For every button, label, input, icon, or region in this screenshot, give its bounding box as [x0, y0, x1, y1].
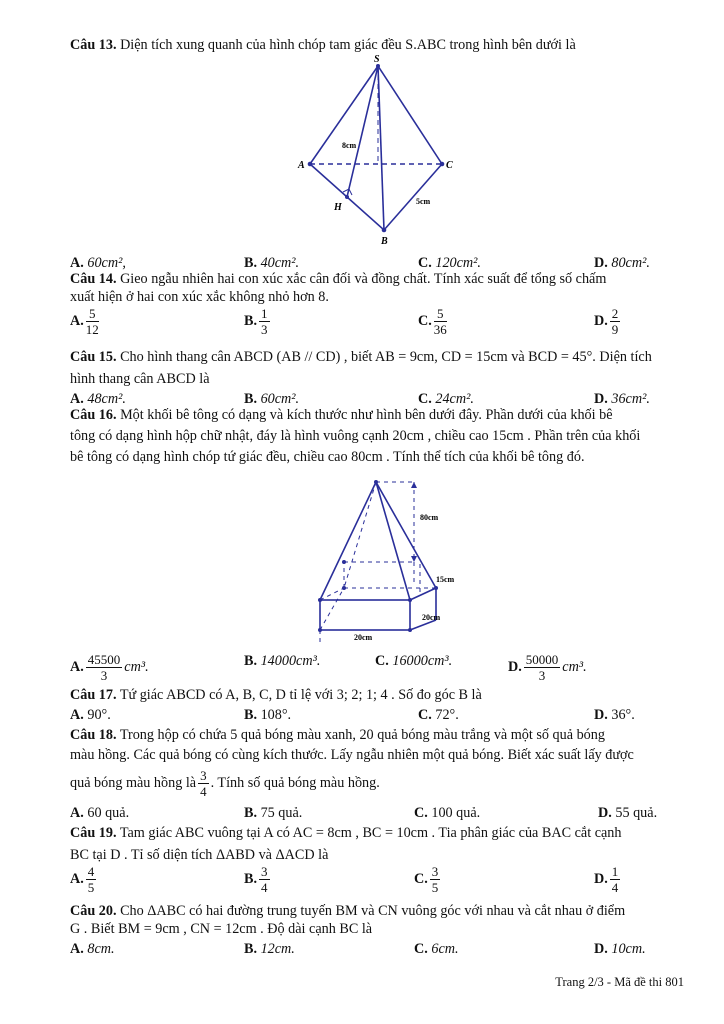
- q16-option-d: D. $\frac{50000}{3}$ cm³.: [508, 652, 587, 683]
- q19-option-c: C. $\frac{3}{5}$: [414, 864, 439, 895]
- label-h: H: [334, 202, 342, 213]
- q14-stem: [70, 270, 690, 288]
- q19-option-d: D. $\frac{1}{4}$: [594, 864, 619, 895]
- q19-label: Câu 19.: [70, 825, 117, 841]
- q17-text: Tứ giác ABCD có A, B, C, D tỉ lệ với 3; 2; 1; 4 . Số đo góc B là: [119, 687, 482, 703]
- q20-stem: [70, 902, 690, 920]
- q16-text-1: Một khối bê tông có dạng và kích thước như hình bên dưới đây. Phần dưới của khối bê: [120, 407, 613, 423]
- label-20cm-side: 20cm: [422, 613, 441, 622]
- q19-option-b: B. $\frac{3}{4}$: [244, 864, 268, 895]
- concrete-block-figure: [310, 474, 470, 644]
- q16-label: Câu 16.: [70, 407, 117, 423]
- q18-option-d: D. 55 quả.: [598, 805, 658, 821]
- q18-option-b: B. 75 quả.: [244, 805, 303, 821]
- q14-option-b: B. $\frac{1}{3}$: [244, 306, 268, 337]
- q16-option-c: C. 16000cm³.: [375, 653, 453, 669]
- label-20cm-base: 20cm: [354, 633, 373, 642]
- q15-option-c: C. 24cm².: [418, 391, 474, 407]
- q15-stem: [70, 348, 690, 366]
- q17-label: Câu 17.: [70, 687, 117, 703]
- label-8cm: 8cm: [342, 141, 357, 150]
- q20-option-a: A. 8cm.: [70, 941, 115, 957]
- q15-stem-2: hình thang cân ABCD là: [70, 371, 210, 387]
- q15-text-1: Cho hình thang cân ABCD (AB // CD) , biết AB = 9cm, CD = 15cm và BCD = 45°. Diện tích: [120, 349, 652, 365]
- q13-label: Câu 13.: [70, 37, 117, 53]
- q16-stem-2: tông có dạng hình hộp chữ nhật, đáy là hình vuông cạnh 20cm , chiều cao 15cm . Phần trên của khối: [70, 428, 641, 444]
- q18-option-c: C. 100 quả.: [414, 805, 481, 821]
- q19-stem-2: BC tại D . Tỉ số diện tích ΔABD và ΔACD là: [70, 847, 329, 863]
- q20-option-c: C. 6cm.: [414, 941, 459, 957]
- q18-option-a: A. 60 quả.: [70, 805, 130, 821]
- label-15cm: 15cm: [436, 575, 455, 584]
- q18-text-1: Trong hộp có chứa 5 quả bóng màu xanh, 20 quả bóng màu trắng và một số quả bóng: [119, 727, 605, 743]
- q16-stem: [70, 406, 690, 424]
- label-c: C: [446, 160, 453, 171]
- q13-option-b: B. 40cm².: [244, 255, 300, 271]
- label-a: A: [298, 160, 305, 171]
- q16-option-b: B. 14000cm³.: [244, 653, 321, 669]
- q20-text-1: Cho ΔABC có hai đường trung tuyến BM và CN vuông góc với nhau và cắt nhau ở điểm: [120, 903, 626, 919]
- q15-option-d: D. 36cm².: [594, 391, 650, 407]
- q14-option-d: D. $\frac{2}{9}$: [594, 306, 619, 337]
- q16-stem-3: bê tông có dạng hình chóp tứ giác đều, chiều cao 80cm . Tính thể tích của khối bê tông đó.: [70, 449, 585, 465]
- q18-stem: [70, 726, 690, 744]
- label-5cm: 5cm: [416, 197, 431, 206]
- q14-option-c: C. $\frac{5}{36}$: [418, 306, 447, 337]
- q15-option-b: B. 60cm².: [244, 391, 300, 407]
- q14-stem-2: xuất hiện ở hai con xúc xắc không nhỏ hơn 8.: [70, 289, 329, 305]
- q17-stem: [70, 686, 690, 704]
- q14-option-a: A. $\frac{5}{12}$: [70, 306, 99, 337]
- q20-option-b: B. 12cm.: [244, 941, 295, 957]
- q17-option-a: A. 90°.: [70, 707, 111, 723]
- q14-label: Câu 14.: [70, 271, 117, 287]
- label-80cm: 80cm: [420, 513, 439, 522]
- label-b: B: [381, 236, 388, 247]
- q13-option-c: C. 120cm².: [418, 255, 481, 271]
- pyramid-sabc-figure: [290, 52, 470, 248]
- q18-stem-2: màu hồng. Các quả bóng có cùng kích thước. Lấy ngẫu nhiên một quả bóng. Biết xác suất lấy được: [70, 747, 634, 763]
- page-footer: Trang 2/3 - Mã đề thi 801: [555, 975, 684, 989]
- q14-text-1: Gieo ngẫu nhiên hai con xúc xắc cân đối và đồng chất. Tính xác suất để tổng số chấm: [120, 271, 607, 287]
- q16-option-a: A. $\frac{45500}{3}$ cm³.: [70, 652, 149, 683]
- label-s: S: [374, 54, 380, 65]
- q17-option-c: C. 72°.: [418, 707, 459, 723]
- q15-option-a: A. 48cm².: [70, 391, 126, 407]
- q19-text-1: Tam giác ABC vuông tại A có AC = 8cm , BC = 10cm . Tia phân giác của BAC cắt cạnh: [119, 825, 622, 841]
- q18-stem-3: quả bóng màu hồng là $\frac{3}{4}$ . Tính số quả bóng màu hồng.: [70, 768, 380, 799]
- q19-option-a: A. $\frac{4}{5}$: [70, 864, 95, 895]
- q17-option-d: D. 36°.: [594, 707, 635, 723]
- q18-label: Câu 18.: [70, 727, 117, 743]
- q20-stem-2: G . Biết BM = 9cm , CN = 12cm . Độ dài cạnh BC là: [70, 921, 373, 937]
- q19-stem: [70, 824, 690, 842]
- q13-option-d: D. 80cm².: [594, 255, 650, 271]
- q13-text: Diện tích xung quanh của hình chóp tam giác đều S.ABC trong hình bên dưới là: [120, 37, 576, 53]
- q20-label: Câu 20.: [70, 903, 117, 919]
- q13-option-a: A. 60cm²,: [70, 255, 126, 271]
- q15-label: Câu 15.: [70, 349, 117, 365]
- q20-option-d: D. 10cm.: [594, 941, 646, 957]
- q17-option-b: B. 108°.: [244, 707, 292, 723]
